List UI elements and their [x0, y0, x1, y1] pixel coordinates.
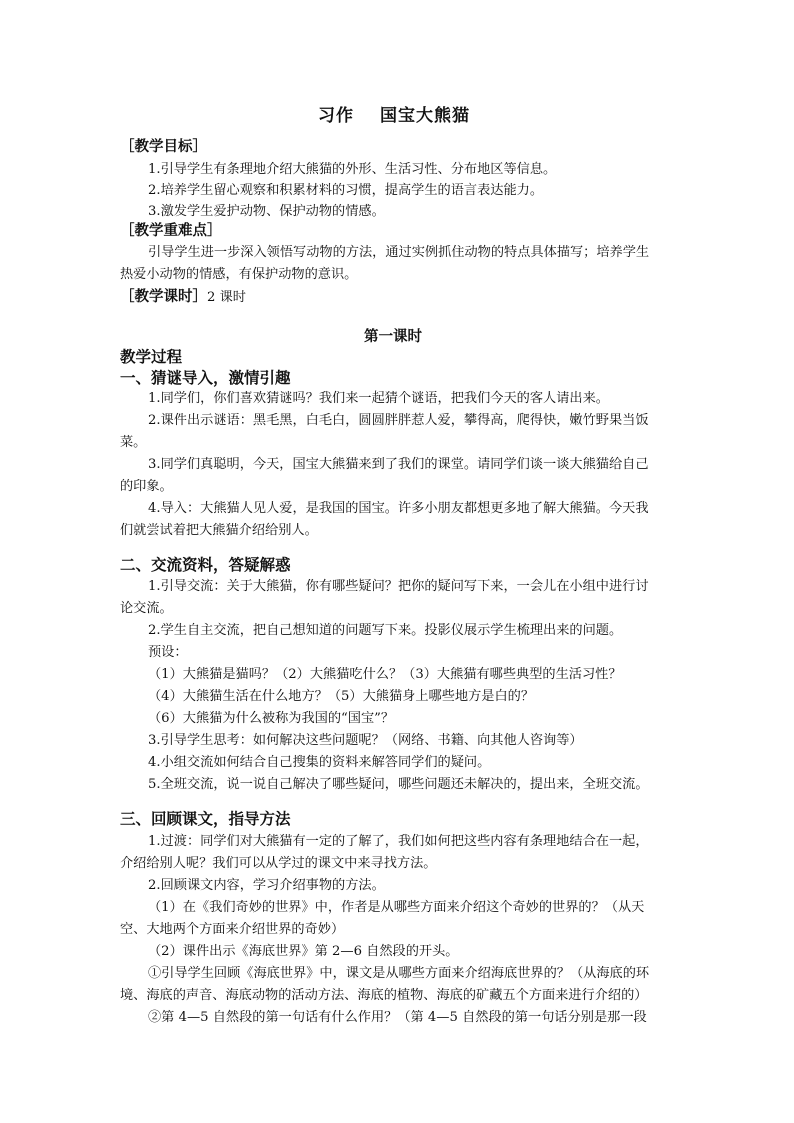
- section-3-heading: 三、回顾课文，指导方法: [120, 809, 291, 828]
- objectives-heading: ［教学目标］: [120, 138, 207, 155]
- section-3-line: ①引导学生回顾《海底世界》中，课文是从哪些方面来介绍海底世界的？（从海底的环: [148, 966, 650, 981]
- key-points-heading: ［教学重难点］: [120, 222, 222, 239]
- section-3-line: （2）课件出示《海底世界》第 2—6 自然段的开头。: [148, 944, 459, 959]
- lesson-title: 第一课时: [364, 328, 422, 345]
- section-2-line: （1）大熊猫是猫吗？（2）大熊猫吃什么？（3）大熊猫有哪些典型的生活习性？: [148, 667, 622, 682]
- section-3-line: ②第 4—5 自然段的第一句话有什么作用？（第 4—5 自然段的第一句话分别是那一段: [148, 1010, 647, 1025]
- section-2-line: 1.引导交流：关于大熊猫，你有哪些疑问？把你的疑问写下来，一会儿在小组中进行讨: [148, 579, 649, 594]
- section-2-line: 2.学生自主交流，把自己想知道的问题写下来。投影仪展示学生梳理出来的问题。: [148, 623, 623, 638]
- section-2-line: （6）大熊猫为什么被称为我国的“国宝”？: [148, 711, 395, 726]
- section-2-line: （4）大熊猫生活在什么地方？（5）大熊猫身上哪些地方是白的？: [148, 689, 535, 704]
- section-1-heading: 一、猜谜导入，激情引趣: [120, 368, 291, 387]
- section-3-line: 2.回顾课文内容，学习介绍事物的方法。: [148, 878, 385, 893]
- section-3-line: 境、海底的声音、海底动物的活动方法、海底的植物、海底的矿藏五个方面来进行介绍的）: [120, 988, 648, 1003]
- title-part-2: 国宝大熊猫: [380, 106, 470, 126]
- section-3-line: 1.过渡：同学们对大熊猫有一定的了解了，我们如何把这些内容有条理地结合在一起，: [148, 834, 649, 849]
- section-1-line: 菜。: [120, 435, 147, 450]
- section-3-line: 介绍给别人呢？我们可以从学过的课文中来寻找方法。: [120, 856, 437, 871]
- section-1-line: 2.课件出示谜语：黑毛黑，白毛白，圆圆胖胖惹人爱，攀得高，爬得快，嫩竹野果当饭: [148, 413, 649, 428]
- section-3-line: 空、大地两个方面来介绍世界的奇妙）: [120, 922, 345, 937]
- objective-item-3: 3.激发学生爱护动物、保护动物的情感。: [148, 204, 385, 219]
- hours-value: 2 课时: [207, 290, 246, 305]
- section-2-line: 预设：: [148, 645, 188, 660]
- section-1-line: 的印象。: [120, 479, 173, 494]
- section-2-line: 3.引导学生思考：如何解决这些问题呢？（网络、书籍、向其他人咨询等）: [148, 733, 583, 748]
- document-title: [318, 106, 470, 126]
- section-2-heading: 二、交流资料，答疑解惑: [120, 555, 291, 574]
- section-3-line: （1）在《我们奇妙的世界》中，作者是从哪些方面来介绍这个奇妙的世界的？（从天: [148, 900, 645, 915]
- process-heading: 教学过程: [120, 347, 183, 366]
- key-points-line-1: 引导学生进一步深入领悟写动物的方法，通过实例抓住动物的特点具体描写；培养学生: [148, 245, 650, 260]
- section-1-line: 们就尝试着把大熊猫介绍给别人。: [120, 523, 318, 538]
- section-2-line: 5.全班交流，说一说自己解决了哪些疑问，哪些问题还未解决的，提出来，全班交流。: [148, 777, 649, 792]
- objective-item-2: 2.培养学生留心观察和积累材料的习惯，提高学生的语言表达能力。: [148, 183, 544, 198]
- hours-row: [120, 287, 246, 308]
- section-2-line: 4.小组交流如何结合自己搜集的资料来解答同学们的疑问。: [148, 755, 491, 770]
- section-1-line: 3.同学们真聪明，今天，国宝大熊猫来到了我们的课堂。请同学们谈一谈大熊猫给自己: [148, 457, 649, 472]
- key-points-line-2: 热爱小动物的情感，有保护动物的意识。: [120, 267, 358, 282]
- hours-heading: ［教学课时］: [120, 288, 207, 305]
- title-part-1: 习作: [318, 106, 354, 126]
- objective-item-1: 1.引导学生有条理地介绍大熊猫的外形、生活习性、分布地区等信息。: [148, 162, 557, 177]
- section-1-line: 4.导入：大熊猫人见人爱，是我国的国宝。许多小朋友都想更多地了解大熊猫。今天我: [148, 501, 649, 516]
- section-1-line: 1.同学们，你们喜欢猜谜吗？我们来一起猜个谜语，把我们今天的客人请出来。: [148, 391, 609, 406]
- section-2-line: 论交流。: [120, 601, 173, 616]
